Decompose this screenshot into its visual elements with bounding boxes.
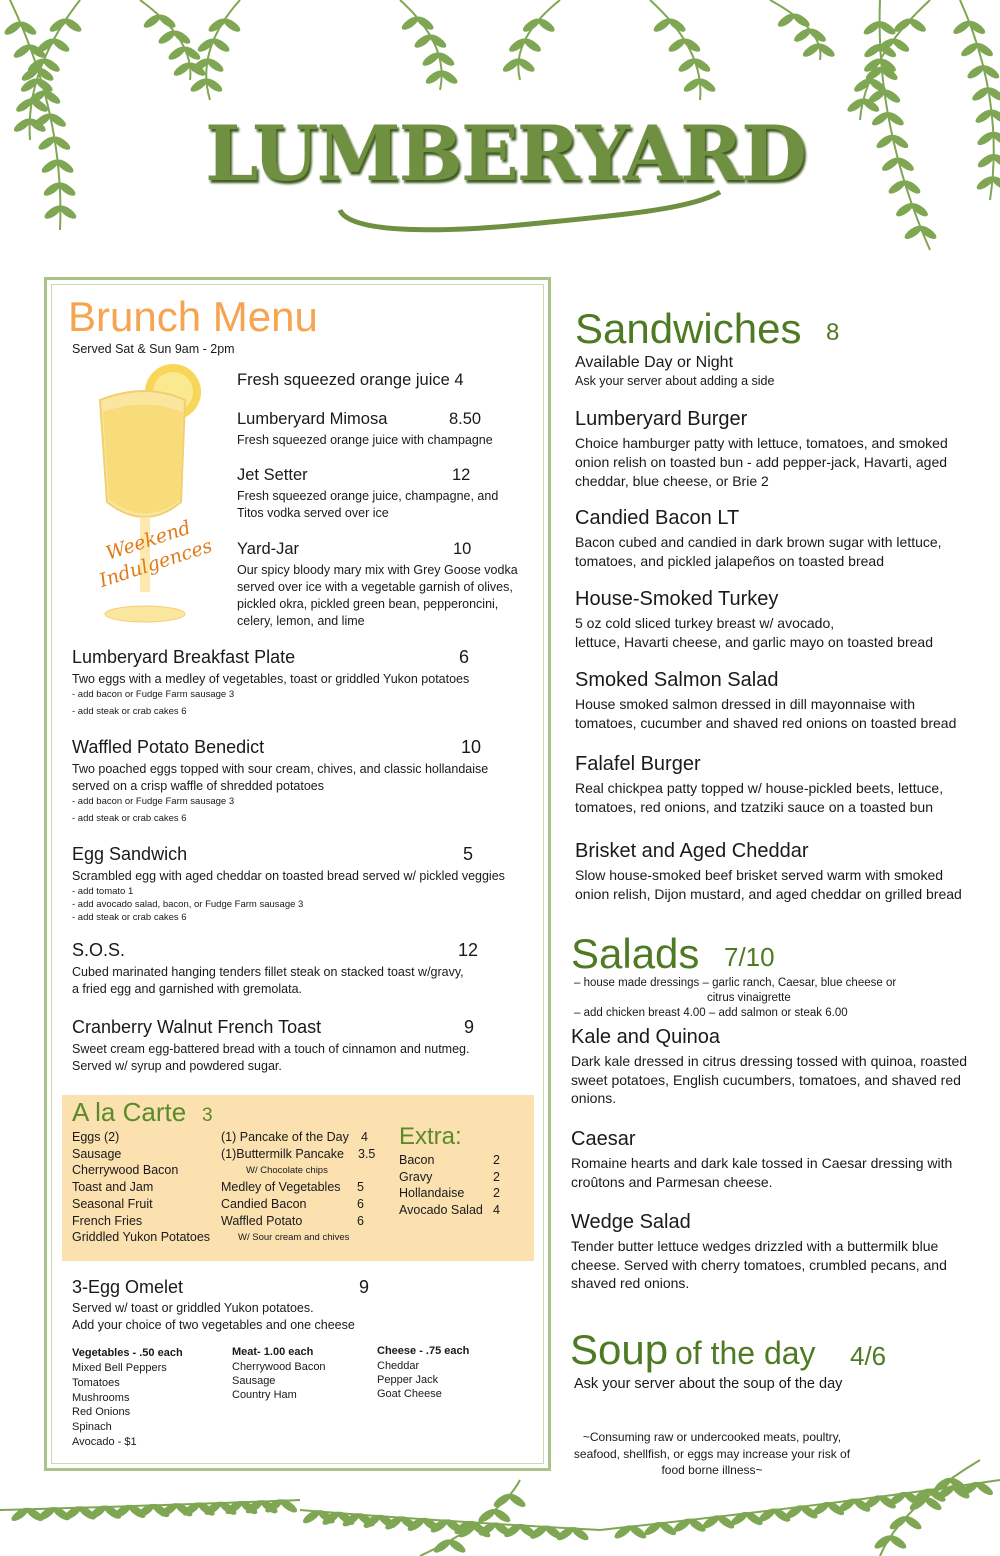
- leaf-icon: [414, 14, 435, 32]
- leaf-icon: [966, 18, 987, 36]
- salad-name: Kale and Quinoa: [571, 1026, 721, 1048]
- leaf-icon: [974, 41, 995, 59]
- drink-price: 12: [452, 466, 471, 484]
- logo: LUMBERYARD: [204, 109, 806, 198]
- extra-item: Gravy: [399, 1169, 433, 1184]
- drink-description: Titos vodka served over ice: [237, 506, 389, 520]
- omelet-name: 3-Egg Omelet: [72, 1277, 184, 1297]
- drink-name: Fresh squeezed orange juice 4: [237, 371, 464, 389]
- drink-description: celery, lemon, and lime: [237, 614, 365, 628]
- leaf-icon: [889, 133, 910, 151]
- sandwich-name: House-Smoked Turkey: [575, 588, 779, 610]
- sandwich-name: Candied Bacon LT: [575, 507, 740, 529]
- leaf-icon: [221, 16, 242, 34]
- drink-description: Fresh squeezed orange juice with champagne: [237, 433, 493, 447]
- sandwich-description: onion relish, Dijon mustard, and aged cheddar on grilled bread: [575, 886, 962, 902]
- extra-item: Avocado Salad: [399, 1203, 483, 1218]
- salads-title: Salads: [571, 930, 700, 977]
- leaf-icon: [427, 32, 448, 50]
- soup-note: Ask your server about the soup of the day: [574, 1376, 843, 1392]
- menu-item-description: Two eggs with a medley of vegetables, toast or griddled Yukon potatoes: [72, 672, 470, 686]
- weekend-indulgences-badge: Weekend Indulgences: [96, 516, 215, 593]
- leaf-icon: [50, 36, 71, 54]
- leaf-icon: [210, 36, 231, 54]
- leaf-icon: [902, 1514, 923, 1532]
- omelet-description: Add your choice of two vegetables and one cheese: [72, 1318, 355, 1332]
- sandwich-description: cheddar, blue cheese, or Brie 2: [575, 473, 769, 489]
- menu-item-addon: - add tomato 1: [72, 886, 134, 897]
- leaf-icon: [816, 41, 837, 59]
- menu-item-description: Scrambled egg with aged cheddar on toasted bread served w/ pickled veggies: [72, 869, 505, 883]
- a-la-carte-item: (1) Pancake of the Day: [221, 1130, 349, 1144]
- omelet-option: Red Onions: [72, 1406, 131, 1419]
- a-la-carte-item: Medley of Vegetables: [221, 1180, 341, 1195]
- menu-item-description: Served w/ syrup and powdered sugar.: [72, 1059, 282, 1073]
- menu-item-name: Waffled Potato Benedict: [72, 737, 265, 757]
- omelet-option: Tomatoes: [72, 1376, 120, 1389]
- menu-item-price: 5: [463, 844, 474, 864]
- leaf-icon: [435, 50, 456, 68]
- extra-price: 2: [493, 1169, 500, 1184]
- leaf-icon: [156, 12, 177, 30]
- sandwich-description: 5 oz cold sliced turkey breast w/ avocado,: [575, 615, 835, 631]
- salad-name: Wedge Salad: [571, 1211, 691, 1233]
- sandwich-name: Smoked Salmon Salad: [575, 669, 779, 691]
- a-la-carte-price: 4: [361, 1130, 368, 1144]
- disclaimer-line: food borne illness~: [661, 1463, 763, 1477]
- menu-item-description: Two poached eggs topped with sour cream, chives, and classic hollandaise: [72, 762, 489, 776]
- leaf-icon: [691, 56, 712, 74]
- omelet-option: Cheddar: [377, 1360, 420, 1372]
- menu-item-description: a fried egg and garnished with gremolata.: [72, 982, 303, 996]
- a-la-carte-item: Eggs (2): [72, 1130, 120, 1144]
- salad-description: sweet potatoes, English cucumbers, tomatoes, and shaved red: [571, 1071, 961, 1088]
- leaf-icon: [909, 201, 930, 219]
- a-la-carte-price: 3: [202, 1105, 213, 1126]
- sandwich-description: Slow house-smoked beef brisket served warm with smoked: [575, 867, 944, 883]
- disclaimer-line: seafood, shellfish, or eggs may increase your risk of: [573, 1446, 851, 1461]
- sandwich-description: Choice hamburger patty with lettuce, tomatoes, and smoked: [575, 435, 948, 451]
- a-la-carte-item: Cherrywood Bacon: [72, 1163, 179, 1178]
- a-la-carte-price: 3.5: [358, 1146, 376, 1161]
- leaf-icon: [522, 36, 543, 54]
- soup-price: 4/6: [850, 1341, 887, 1371]
- sandwich-name: Falafel Burger: [575, 753, 701, 775]
- omelet-option: Mixed Bell Peppers: [72, 1362, 167, 1374]
- omelet-option: Country Ham: [232, 1389, 297, 1401]
- sandwich-description: tomatoes, cucumber and shaved red onions on toasted bread: [575, 715, 957, 731]
- omelet-price: 9: [359, 1277, 370, 1297]
- omelet-option-group-title: Cheese - .75 each: [377, 1345, 470, 1357]
- omelet-option: Pepper Jack: [377, 1374, 439, 1386]
- sandwich-description: Bacon cubed and candied in dark brown sugar with lettuce,: [575, 534, 942, 550]
- sandwiches-price: 8: [826, 319, 840, 346]
- menu-item-addon: - add steak or crab cakes 6: [72, 912, 187, 923]
- drink-price: 10: [453, 540, 472, 558]
- leaf-icon: [791, 11, 812, 29]
- leaf-icon: [47, 111, 68, 129]
- salad-description: Tender butter lettuce wedges drizzled with a buttermilk blue: [571, 1238, 939, 1254]
- leaf-icon: [536, 16, 557, 34]
- soup-title: Soup: [570, 1326, 669, 1373]
- sandwich-description: Real chickpea patty topped w/ house-pickled beets, lettuce,: [575, 780, 944, 796]
- a-la-carte-price: 6: [357, 1196, 364, 1211]
- menu-item-price: 6: [459, 647, 470, 667]
- drink-description: Our spicy bloody mary mix with Grey Goose vodka: [237, 563, 518, 577]
- sandwich-name: Lumberyard Burger: [575, 408, 748, 430]
- salads-price: 7/10: [724, 942, 775, 972]
- omelet-option-group-title: Meat- 1.00 each: [232, 1346, 314, 1358]
- a-la-carte-title: A la Carte: [72, 1097, 187, 1127]
- salad-description: cheese. Served with cherry tomatoes, crumbled pecans, and: [571, 1256, 947, 1273]
- leaf-icon: [17, 19, 38, 37]
- salads-note: citrus vinaigrette: [707, 992, 791, 1004]
- a-la-carte-item: Toast and Jam: [72, 1180, 154, 1195]
- sandwich-name: Brisket and Aged Cheddar: [575, 840, 809, 862]
- menu-item-addon: - add steak or crab cakes 6: [72, 706, 187, 717]
- logo-swash: [330, 180, 730, 240]
- a-la-carte-item: Candied Bacon: [221, 1196, 307, 1211]
- leaf-icon: [491, 1507, 512, 1525]
- leaf-icon: [895, 155, 916, 173]
- sandwich-description: lettuce, Havarti cheese, and garlic mayo on toasted bread: [575, 634, 933, 650]
- a-la-carte-item: Waffled Potato: [221, 1213, 303, 1228]
- salad-description: Romaine hearts and dark kale tossed in Caesar dressing with: [571, 1155, 953, 1171]
- omelet-option: Spinach: [72, 1421, 112, 1434]
- a-la-carte-note: W/ Sour cream and chives: [238, 1232, 350, 1244]
- menu-item-addon: - add steak or crab cakes 6: [72, 813, 187, 824]
- menu-item-description: served on a crisp waffle of shredded potatoes: [72, 779, 325, 793]
- menu-item-price: 9: [464, 1017, 475, 1037]
- extra-price: 4: [493, 1203, 500, 1218]
- leaf-icon: [907, 16, 928, 34]
- leaf-icon: [901, 178, 922, 196]
- extra-title: Extra:: [399, 1123, 462, 1150]
- drink-description: served over ice with a vegetable garnish of olives,: [237, 580, 513, 594]
- menu-item-name: S.O.S.: [72, 940, 126, 960]
- extra-item: Hollandaise: [399, 1186, 465, 1201]
- a-la-carte-item: Griddled Yukon Potatoes: [72, 1230, 211, 1245]
- omelet-option: Sausage: [232, 1375, 276, 1387]
- drink-description: Fresh squeezed orange juice, champagne, and: [237, 489, 499, 503]
- drink-name: Yard-Jar: [237, 540, 300, 558]
- menu-item-price: 12: [458, 940, 479, 960]
- menu-item-addon: - add avocado salad, bacon, or Fudge Farm sausage 3: [72, 899, 304, 910]
- salads-note: – add chicken breast 4.00 – add salmon or steak 6.00: [574, 1007, 848, 1019]
- salad-description: onions.: [571, 1090, 617, 1106]
- sandwich-description: tomatoes, and pickled jalapeños on toasted bread: [575, 553, 884, 569]
- sandwiches-subtitle: Available Day or Night: [575, 354, 734, 371]
- leaf-icon: [570, 1525, 591, 1543]
- drink-name: Jet Setter: [237, 466, 308, 484]
- omelet-option: Mushrooms: [72, 1391, 130, 1404]
- salad-name: Caesar: [571, 1128, 636, 1150]
- omelet-description: Served w/ toast or griddled Yukon potatoes.: [72, 1301, 314, 1315]
- menu-item-description: Sweet cream egg-battered bread with a touch of cinnamon and nutmeg.: [72, 1042, 470, 1056]
- a-la-carte-item: (1)Buttermilk Pancake: [221, 1146, 344, 1161]
- drink-name: Lumberyard Mimosa: [237, 410, 388, 428]
- leaf-icon: [666, 16, 687, 34]
- sandwiches-title: Sandwiches: [575, 305, 802, 352]
- a-la-carte-item: Seasonal Fruit: [72, 1196, 153, 1211]
- menu-item-price: 10: [461, 737, 482, 757]
- extra-price: 2: [493, 1153, 500, 1167]
- drink-price: 8.50: [449, 410, 482, 428]
- a-la-carte-item: Sausage: [72, 1146, 122, 1161]
- a-la-carte-note: W/ Chocolate chips: [246, 1165, 328, 1177]
- a-la-carte-price: 6: [357, 1213, 364, 1228]
- menu-item-name: Egg Sandwich: [72, 844, 188, 864]
- leaf-icon: [62, 16, 83, 34]
- menu-item-name: Cranberry Walnut French Toast: [72, 1017, 322, 1037]
- salad-description: shaved red onions.: [571, 1275, 690, 1291]
- salad-description: Dark kale dressed in citrus dressing tossed with quinoa, roasted: [571, 1053, 968, 1069]
- omelet-option: Cherrywood Bacon: [232, 1361, 326, 1373]
- menu-item-name: Lumberyard Breakfast Plate: [72, 647, 296, 667]
- a-la-carte-item: French Fries: [72, 1213, 143, 1228]
- omelet-option: Goat Cheese: [377, 1388, 442, 1400]
- leaf-icon: [887, 1533, 908, 1551]
- drink-description: pickled okra, pickled green bean, pepperoncini,: [237, 597, 499, 611]
- leaf-icon: [917, 223, 938, 241]
- a-la-carte-price: 5: [357, 1180, 364, 1195]
- menu-item-description: Cubed marinated hanging tenders fillet steak on stacked toast w/gravy,: [72, 965, 464, 979]
- menu-item-addon: - add bacon or Fudge Farm sausage 3: [72, 796, 235, 807]
- sandwiches-note: Ask your server about adding a side: [575, 374, 775, 388]
- menu-item-addon: - add bacon or Fudge Farm sausage 3: [72, 689, 235, 700]
- soup-title-suffix: of the day: [675, 1335, 816, 1371]
- leaf-icon: [506, 1491, 527, 1509]
- sandwich-description: onion relish on toasted bun - add pepper-jack, Havarti, aged: [575, 454, 948, 470]
- brunch-hours: Served Sat & Sun 9am - 2pm: [72, 342, 235, 356]
- salads-note: – house made dressings – garlic ranch, Caesar, blue cheese or: [574, 977, 897, 989]
- omelet-option: Avocado - $1: [72, 1436, 137, 1448]
- extra-price: 2: [493, 1186, 500, 1201]
- sandwich-description: House smoked salmon dressed in dill mayonnaise with: [575, 696, 916, 712]
- salad-description: croûtons and Parmesan cheese.: [571, 1173, 773, 1190]
- disclaimer-line: ~Consuming raw or undercooked meats, poultry,: [582, 1430, 842, 1444]
- omelet-option-group-title: Vegetables - .50 each: [72, 1347, 183, 1359]
- sandwich-description: tomatoes, red onions, and tzatziki sauce on a toasted bun: [575, 799, 934, 815]
- leaf-icon: [446, 1537, 467, 1555]
- extra-item: Bacon: [399, 1153, 435, 1167]
- brunch-title: Brunch Menu: [68, 293, 318, 340]
